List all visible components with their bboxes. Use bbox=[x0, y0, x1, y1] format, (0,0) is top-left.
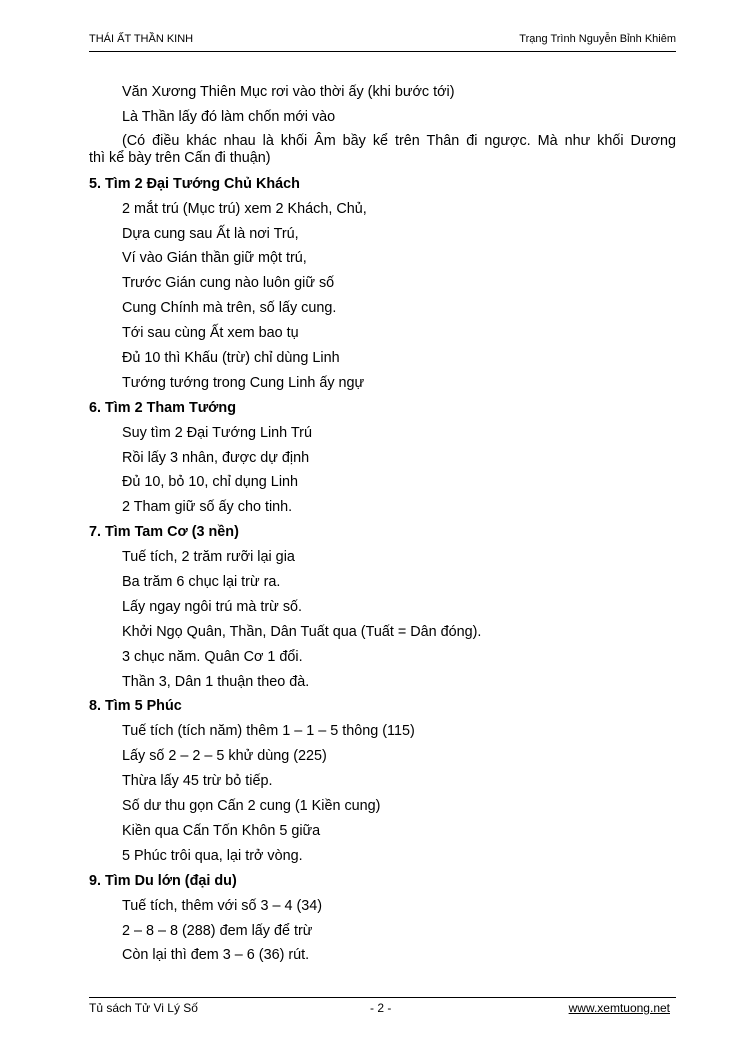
note-line-continued: thì kể bày trên Cấn đi thuận) bbox=[89, 149, 271, 166]
text-line: Suy tìm 2 Đại Tướng Linh Trú bbox=[122, 424, 312, 441]
text-line: Tuế tích (tích năm) thêm 1 – 1 – 5 thông (115) bbox=[122, 723, 415, 740]
text-line: Đủ 10, bỏ 10, chỉ dụng Linh bbox=[122, 474, 299, 491]
text-line: Rồi lấy 3 nhân, được dự định bbox=[122, 449, 310, 466]
text-line: Khởi Ngọ Quân, Thần, Dân Tuất qua (Tuất = Dân đóng). bbox=[122, 623, 482, 640]
text-line: Tới sau cùng Ất xem bao tụ bbox=[122, 325, 299, 342]
section-heading: 9. Tìm Du lớn (đại du) bbox=[89, 872, 237, 889]
page-number: - 2 - bbox=[370, 1001, 392, 1015]
text-line: Tuế tích, thêm với số 3 – 4 (34) bbox=[122, 897, 323, 914]
text-line: Còn lại thì đem 3 – 6 (36) rút. bbox=[122, 947, 310, 964]
text-line: Ví vào Gián thần giữ một trú, bbox=[122, 250, 307, 267]
header-book-title: THÁI ẤT THẦN KINH bbox=[89, 33, 194, 45]
footer-collection-name: Tủ sách Tử Vi Lý Số bbox=[89, 1001, 198, 1015]
note-line-first: (Có điều khác nhau là khối Âm bầy kể trên Thân đi ngược. Mà như khối Dương bbox=[122, 132, 676, 149]
text-line: Tướng tướng trong Cung Linh ấy ngự bbox=[122, 374, 365, 391]
text-line: Ba trăm 6 chục lại trừ ra. bbox=[122, 574, 281, 591]
text-line: Thừa lấy 45 trừ bỏ tiếp. bbox=[122, 773, 273, 790]
page-header bbox=[89, 31, 676, 52]
section-heading: 6. Tìm 2 Tham Tướng bbox=[89, 399, 236, 416]
header-author: Trạng Trình Nguyễn Bỉnh Khiêm bbox=[519, 33, 676, 45]
website-link[interactable]: www.xemtuong.net bbox=[568, 1001, 670, 1015]
text-line: Số dư thu gọn Cấn 2 cung (1 Kiền cung) bbox=[122, 798, 381, 815]
section-heading: 5. Tìm 2 Đại Tướng Chủ Khách bbox=[89, 175, 300, 192]
text-line: Kiền qua Cấn Tốn Khôn 5 giữa bbox=[122, 822, 321, 839]
text-line: 2 Tham giữ số ấy cho tinh. bbox=[122, 499, 293, 516]
document-body bbox=[89, 80, 676, 968]
text-line: Đủ 10 thì Khấu (trừ) chỉ dùng Linh bbox=[122, 350, 340, 367]
text-line: Lấy số 2 – 2 – 5 khử dùng (225) bbox=[122, 748, 327, 765]
text-line: Lấy ngay ngôi trú mà trừ số. bbox=[122, 598, 303, 615]
section-heading: 8. Tìm 5 Phúc bbox=[89, 698, 182, 715]
text-line: 5 Phúc trôi qua, lại trở vòng. bbox=[122, 847, 303, 864]
text-line: Văn Xương Thiên Mục rơi vào thời ấy (khi bước tới) bbox=[122, 84, 455, 100]
text-line: Tuế tích, 2 trăm rưỡi lại gia bbox=[122, 549, 295, 566]
text-line: Cung Chính mà trên, số lấy cung. bbox=[122, 300, 337, 317]
text-line: Thần 3, Dân 1 thuận theo đà. bbox=[122, 673, 310, 690]
text-line: Là Thần lấy đó làm chốn mới vào bbox=[122, 108, 336, 125]
note-paragraph bbox=[89, 130, 676, 172]
section-heading: 7. Tìm Tam Cơ (3 nền) bbox=[89, 524, 239, 541]
text-line: 3 chục năm. Quân Cơ 1 đổi. bbox=[122, 648, 303, 665]
text-line: 2 – 8 – 8 (288) đem lấy để trừ bbox=[122, 922, 313, 939]
text-line: Trước Gián cung nào luôn giữ số bbox=[122, 275, 335, 292]
page-footer bbox=[89, 997, 676, 1020]
text-line: Dựa cung sau Ất là nơi Trú, bbox=[122, 225, 299, 242]
text-line: 2 mắt trú (Mục trú) xem 2 Khách, Chủ, bbox=[122, 200, 367, 217]
